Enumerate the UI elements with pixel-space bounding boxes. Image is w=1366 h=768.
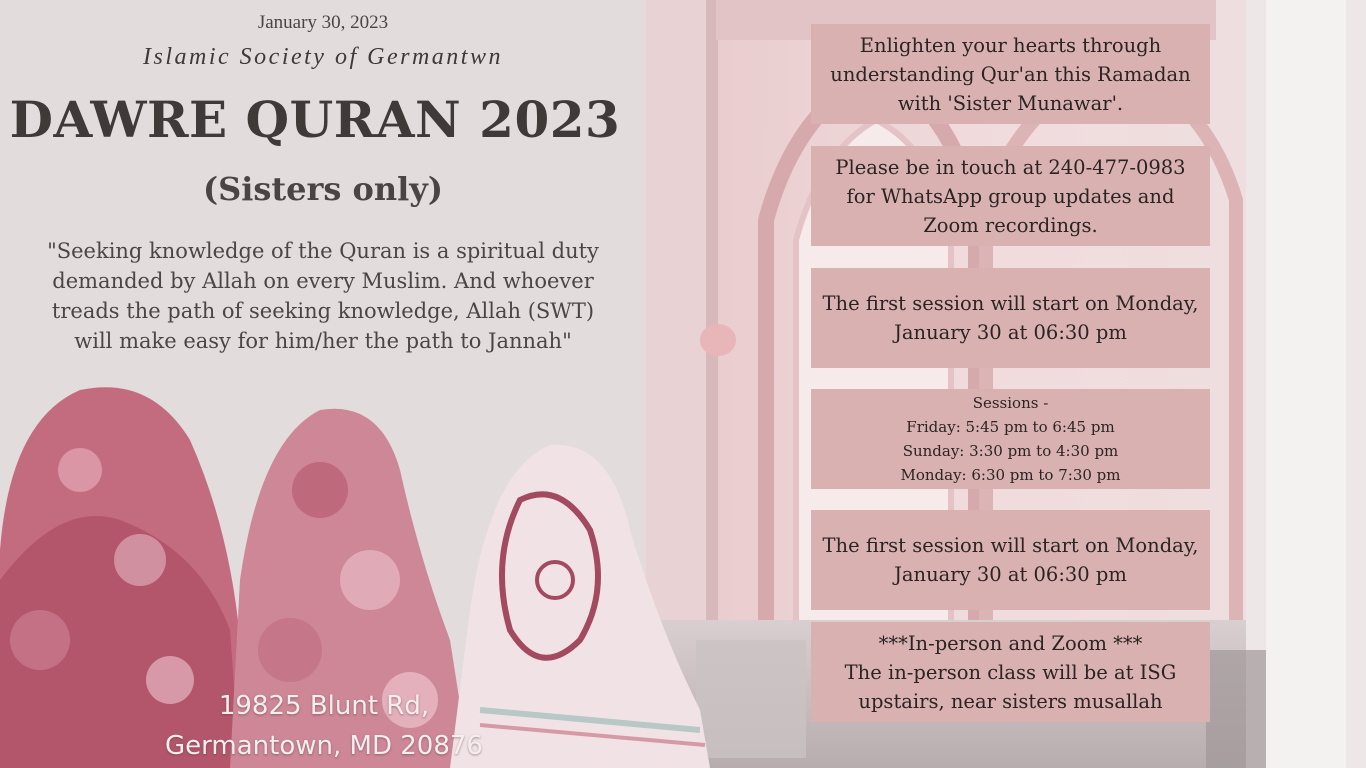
sessions-schedule-box [811,389,1210,489]
contact-line: Zoom recordings. [923,213,1098,237]
address-city: Germantown, MD 20876 [165,731,483,761]
attendance-mode-box [811,622,1210,722]
first-session-text [823,289,1199,347]
mode-line: upstairs, near sisters musallah [858,689,1163,713]
flyer-date: January 30, 2023 [257,12,389,33]
sessions-heading: Sessions - [972,394,1049,412]
quran-quote [20,236,626,356]
first-session-line: January 30 at 06:30 pm [894,563,1127,586]
session-sunday: Sunday: 3:30 pm to 4:30 pm [902,442,1119,460]
first-session-box-repeat [811,510,1210,610]
quote-line: will make easy for him/her the path to Jannah" [74,329,572,353]
organization-name: Islamic Society of Germantwn [143,44,503,70]
sessions-schedule-text [900,391,1120,487]
session-monday: Monday: 6:30 pm to 7:30 pm [900,466,1121,484]
quote-line: "Seeking knowledge of the Quran is a spiritual duty [47,239,599,263]
mode-heading: ***In-person and Zoom *** [878,631,1143,655]
contact-text [835,153,1185,240]
flyer-title: DAWRE QURAN 2023 [9,90,621,149]
first-session-line: The first session will start on Monday, [822,534,1199,557]
mode-line: The in-person class will be at ISG [844,660,1177,684]
intro-line: with 'Sister Munawar'. [897,91,1124,115]
contact-line: for WhatsApp group updates and [846,184,1175,208]
intro-line: understanding Qur'an this Ramadan [830,62,1191,86]
contact-line: Please be in touch at 240-477-0983 [835,155,1186,179]
intro-box [811,24,1210,124]
flyer-subtitle: (Sisters only) [202,170,444,208]
first-session-line: January 30 at 06:30 pm [894,321,1127,344]
contact-box [811,146,1210,246]
first-session-text-repeat [823,531,1199,589]
intro-text [830,31,1190,118]
quote-line: demanded by Allah on every Muslim. And whoever [52,269,594,293]
address-street: 19825 Blunt Rd, [218,691,430,721]
attendance-mode-text [845,629,1177,716]
first-session-box [811,268,1210,368]
intro-line: Enlighten your hearts through [859,33,1162,57]
quote-line: treads the path of seeking knowledge, Allah (SWT) [51,299,595,323]
address [124,686,524,766]
session-friday: Friday: 5:45 pm to 6:45 pm [906,418,1115,436]
first-session-line: The first session will start on Monday, [822,292,1199,315]
